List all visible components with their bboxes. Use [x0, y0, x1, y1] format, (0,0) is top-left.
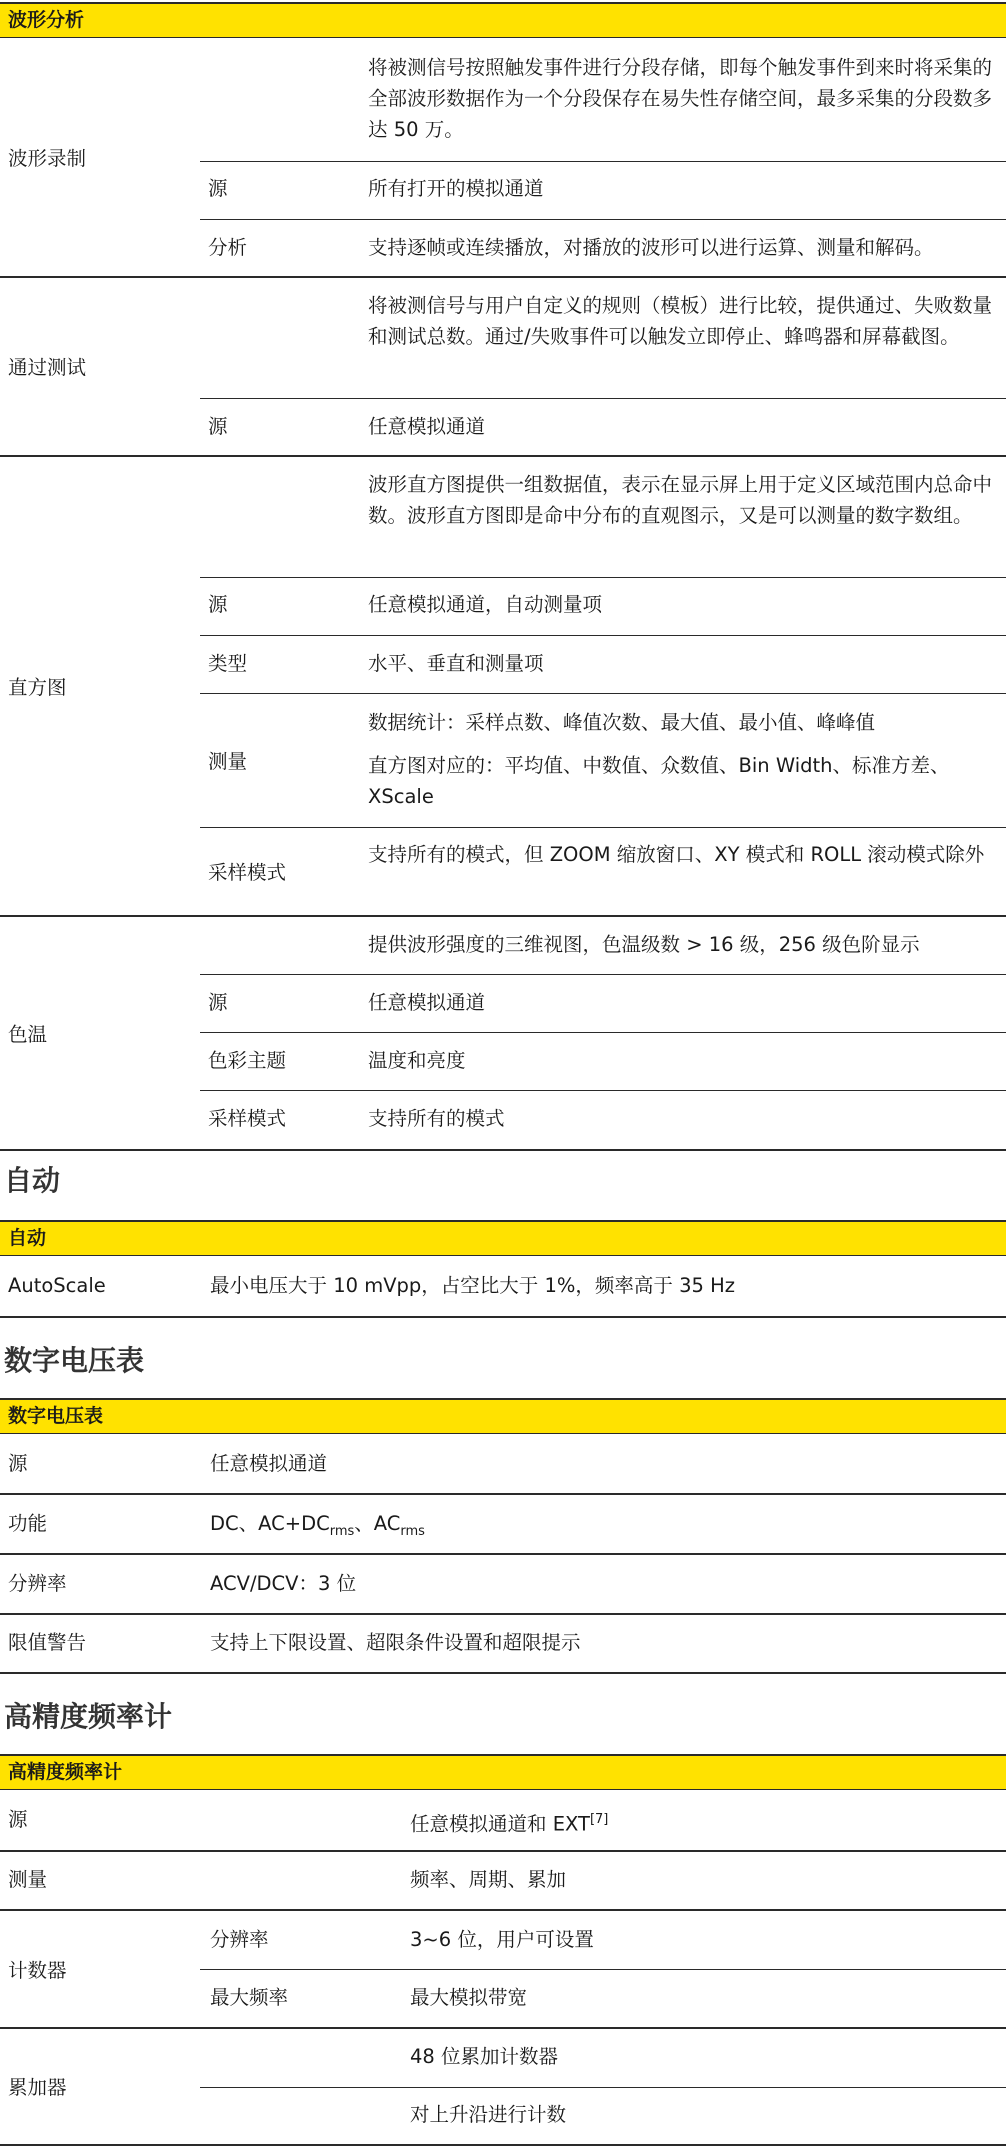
desc-color-temp: 提供波形强度的三维视图，色温级数 > 16 级，256 级色阶显示 — [368, 933, 920, 956]
value-histogram-type: 水平、垂直和测量项 — [368, 652, 544, 675]
value-dvm-source: 任意模拟通道 — [210, 1452, 328, 1475]
value-dvm-limit: 支持上下限设置、超限条件设置和超限提示 — [210, 1631, 581, 1654]
value-histogram-measure-2: 直方图对应的：平均值、中数值、众数值、Bin Width、标准方差、XScale — [368, 754, 950, 808]
desc-waveform-record: 将被测信号按照触发事件进行分段存储，即每个触发事件到来时将采集的全部波形数据作为一个分段保存在易失性存储空间，最多采集的分段数多达 50 万。 — [368, 56, 993, 141]
label-dvm-limit: 限值警告 — [8, 1631, 87, 1654]
desc-histogram: 波形直方图提供一组数据值，表示在显示屏上用于定义区域范围内总命中数。波形直方图即是命中分布的直观图示，又是可以测量的数字数组。 — [368, 473, 993, 527]
label-histogram-measure: 测量 — [208, 749, 248, 773]
value-histogram-source: 任意模拟通道，自动测量项 — [368, 593, 603, 616]
value-record-analysis: 支持逐帧或连续播放，对播放的波形可以进行运算、测量和解码。 — [368, 236, 934, 259]
divider — [200, 1911, 1006, 1970]
label-dvm-resolution: 分辨率 — [8, 1572, 67, 1595]
value-dvm-resolution: ACV/DCV：3 位 — [210, 1572, 357, 1595]
label-color-temp: 色温 — [8, 1022, 48, 1046]
label-counter-res: 分辨率 — [210, 1928, 269, 1951]
value-counter-res: 3~6 位，用户可设置 — [410, 1928, 594, 1951]
divider — [200, 636, 1006, 694]
value-autoscale: 最小电压大于 10 mVpp，占空比大于 1%，频率高于 35 Hz — [210, 1274, 736, 1297]
row-dvm-function — [0, 1495, 1006, 1555]
value-counter-source: 任意模拟通道和 EXT[7] — [410, 1812, 609, 1836]
value-counter-measure: 频率、周期、累加 — [410, 1868, 567, 1891]
label-counter-maxf: 最大频率 — [210, 1986, 289, 2009]
value-histogram-mode: 支持所有的模式，但 ZOOM 缩放窗口、XY 模式和 ROLL 滚动模式除外 — [368, 843, 985, 866]
label-histogram-source: 源 — [208, 593, 228, 616]
value-counter-total-1: 48 位累加计数器 — [410, 2045, 559, 2068]
section-header-counter: 高精度频率计 — [0, 1754, 1006, 1790]
label-counter-source: 源 — [8, 1808, 28, 1831]
divider — [200, 975, 1006, 1033]
divider — [200, 1033, 1006, 1091]
label-pass-fail: 通过测试 — [8, 356, 87, 379]
divider — [200, 2029, 1006, 2088]
value-dvm-function: DC、$AC+DC_{rms}$、$AC_{rms}$ — [210, 1512, 425, 1539]
label-colortemp-mode: 采样模式 — [208, 1107, 287, 1130]
label-passfail-source: 源 — [208, 415, 228, 438]
desc-pass-fail: 将被测信号与用户自定义的规则（模板）进行比较，提供通过、失败数量和测试总数。通过/失败事件可以触发立即停止、蜂鸣器和屏幕截图。 — [368, 294, 993, 348]
value-colortemp-source: 任意模拟通道 — [368, 991, 486, 1014]
row-dvm-source — [0, 1434, 1006, 1495]
label-colortemp-theme: 色彩主题 — [208, 1049, 287, 1072]
divider — [200, 162, 1006, 220]
label-counter-totalizer: 累加器 — [8, 2076, 67, 2099]
label-counter-counter: 计数器 — [8, 1958, 67, 1982]
label-autoscale: AutoScale — [8, 1274, 106, 1297]
value-record-source: 所有打开的模拟通道 — [368, 177, 544, 200]
heading-counter: 高精度频率计 — [4, 1700, 173, 1733]
divider — [200, 578, 1006, 636]
section-header-auto: 自动 — [0, 1220, 1006, 1256]
value-counter-total-2: 对上升沿进行计数 — [410, 2103, 567, 2126]
heading-auto: 自动 — [4, 1164, 61, 1197]
label-histogram: 直方图 — [8, 675, 67, 699]
label-colortemp-source: 源 — [208, 991, 228, 1014]
label-histogram-type: 类型 — [208, 652, 248, 675]
section-header-waveform: 波形分析 — [0, 2, 1006, 38]
label-dvm-function: 功能 — [8, 1512, 48, 1535]
value-colortemp-mode: 支持所有的模式 — [368, 1107, 505, 1130]
value-histogram-measure-1: 数据统计：采样点数、峰值次数、最大值、最小值、峰峰值 — [368, 711, 876, 734]
value-counter-maxf: 最大模拟带宽 — [410, 1986, 528, 2009]
label-record-analysis: 分析 — [208, 236, 248, 259]
heading-dvm: 数字电压表 — [4, 1344, 145, 1377]
label-record-source: 源 — [208, 177, 228, 200]
section-header-dvm: 数字电压表 — [0, 1398, 1006, 1434]
label-histogram-mode: 采样模式 — [208, 861, 287, 884]
label-waveform-record: 波形录制 — [8, 146, 87, 170]
value-passfail-source: 任意模拟通道 — [368, 415, 486, 438]
row-dvm-resolution — [0, 1555, 1006, 1615]
label-dvm-source: 源 — [8, 1452, 28, 1475]
value-colortemp-theme: 温度和亮度 — [368, 1049, 466, 1072]
label-counter-measure: 测量 — [8, 1868, 48, 1891]
